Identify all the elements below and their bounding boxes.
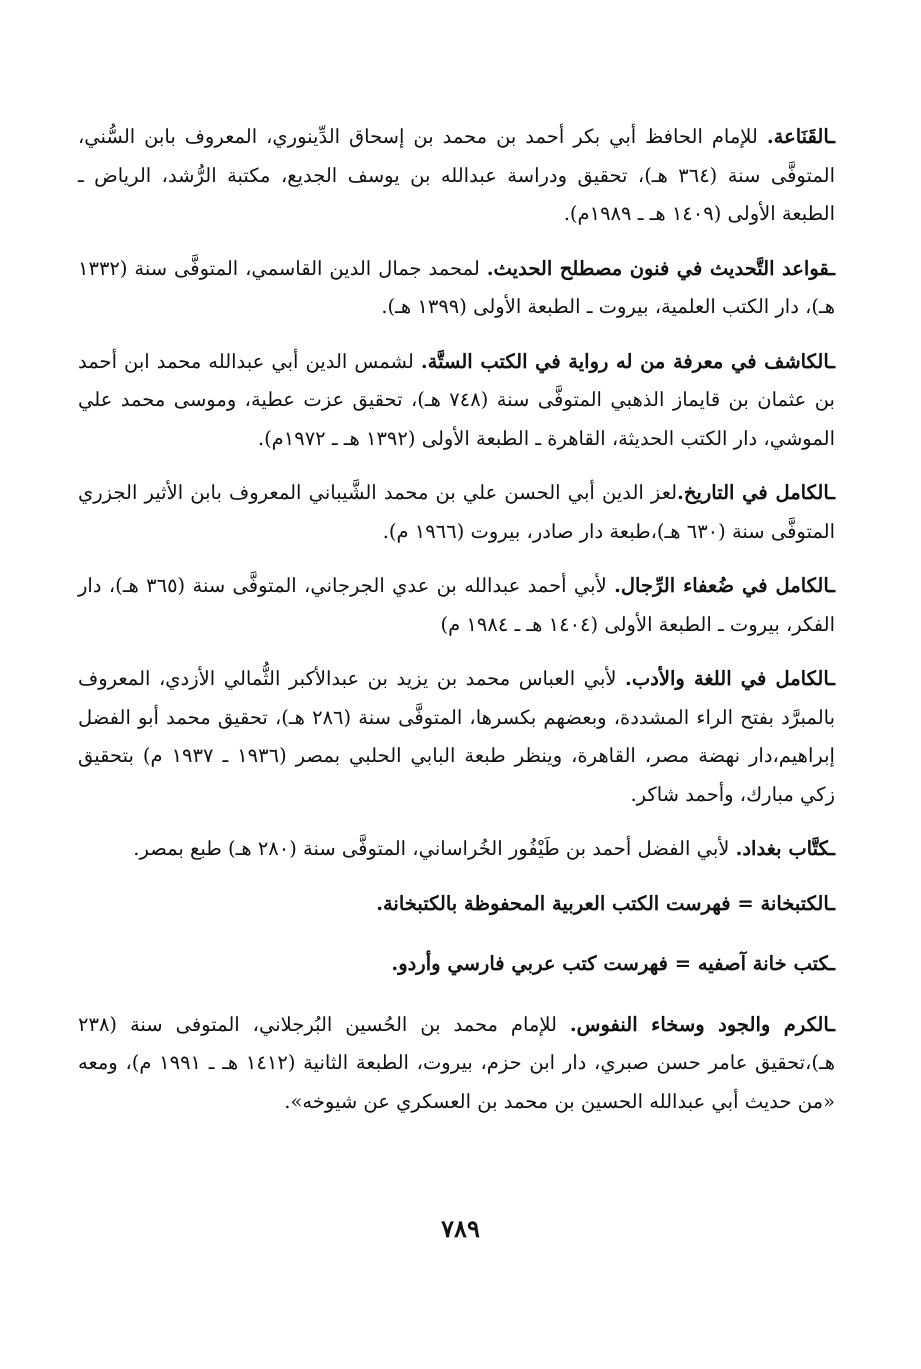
entry-dash: ـ xyxy=(829,952,835,975)
entry-body: للإمام محمد بن الحُسين البُرجلاني، المتوفى سنة (٢٣٨ هـ)،تحقيق عامر حسن صبري، دار ابن حزم، بيروت، الطبعة الثانية (١٤١٢ هـ ـ ١٩٩١ م)، ومعه «من حديث أبي عبدالله الحسين بن محمد بن العسكري عن شيوخه». xyxy=(78,1012,835,1113)
bibliography-entry xyxy=(78,118,835,234)
entry-body: لشمس الدين أبي عبدالله محمد ابن أحمد بن عثمان بن قايماز الذهبي المتوفَّى سنة (٧٤٨ هـ)، تحقيق عزت عطية، وموسى محمد علي الموشي، دار الكتب الحديثة، القاهرة ـ الطبعة الأولى (١٣٩٢ هـ ـ ١٩٧٢م). xyxy=(78,349,835,450)
entry-title: الكتبخانة = فهرست الكتب العربية المحفوظة بالكتبخانة. xyxy=(376,891,830,915)
entry-dash: ـ xyxy=(829,256,835,280)
bibliography-entry xyxy=(78,1006,835,1122)
entry-title: الكامل في التاريخ. xyxy=(677,481,830,504)
entry-title: كتَّاب بغداد. xyxy=(735,837,830,860)
entry-dash: ـ xyxy=(829,349,835,373)
bibliography-list xyxy=(78,118,835,1121)
bibliography-entry xyxy=(78,250,835,327)
entry-dash: ـ xyxy=(829,1012,835,1036)
entry-body: لأبي الفضل أحمد بن طَيْفُور الخُراساني، المتوفَّى سنة (٢٨٠ هـ) طبع بمصر. xyxy=(133,837,736,860)
bibliography-entry xyxy=(78,343,835,459)
entry-title: القَنَاعة. xyxy=(766,125,830,148)
entry-body: للإمام الحافظ أبي بكر أحمد بن محمد بن إسحاق الدِّينوري، المعروف بابن السُّني، المتوفَّى سنة (٣٦٤ هـ)، تحقيق ودراسة عبدالله بن يوسف الجديع، مكتبة الرُّشد، الرياض ـ الطبعة الأولى (١٤٠٩ هـ ـ ١٩٨٩م). xyxy=(78,125,835,225)
bibliography-entry xyxy=(78,660,835,814)
entry-dash: ـ xyxy=(829,125,835,148)
entry-title: الكامل في اللغة والأدب. xyxy=(625,667,830,690)
entry-title: الكرم والجود وسخاء النفوس. xyxy=(569,1012,830,1036)
page-number: ٧٨٩ xyxy=(441,1214,480,1243)
entry-title: قواعد التَّحديث في فنون مصطلح الحديث. xyxy=(486,256,830,280)
entry-body: لعز الدين أبي الحسن علي بن محمد الشَّيباني المعروف بابن الأثير الجزري المتوفَّى سنة (٦٣٠ هـ)،طبعة دار صادر، بيروت (١٩٦٦ م). xyxy=(78,481,835,543)
entry-body: لمحمد جمال الدين القاسمي، المتوفَّى سنة (١٣٣٢ هـ)، دار الكتب العلمية، بيروت ـ الطبعة الأولى (١٣٩٩ هـ). xyxy=(78,256,835,318)
entry-dash: ـ xyxy=(829,891,835,915)
entry-dash: ـ xyxy=(829,574,836,597)
entry-body: لأبي أحمد عبدالله بن عدي الجرجاني، المتوفَّى سنة (٣٦٥ هـ)، دار الفكر، بيروت ـ الطبعة الأولى (١٤٠٤ هـ ـ ١٩٨٤ م) xyxy=(78,574,835,636)
bibliography-entry xyxy=(78,474,835,551)
bibliography-entry xyxy=(78,830,835,869)
entry-title: الكامل في ضُعفاء الرِّجال. xyxy=(614,574,830,597)
entry-dash: ـ xyxy=(829,837,835,860)
entry-title: كتب خانة آصفيه = فهرست كتب عربي فارسي وأردو. xyxy=(391,952,830,975)
entry-title: الكاشف في معرفة من له رواية في الكتب الستَّة. xyxy=(420,349,830,373)
entry-dash: ـ xyxy=(829,481,835,504)
bibliography-entry xyxy=(78,945,835,984)
entry-body: لأبي العباس محمد بن يزيد بن عبدالأكبر الثُّمالي الأزدي، المعروف بالمبرَّد بفتح الراء المشددة، وبعضهم بكسرها، المتوفَّى سنة (٢٨٦ هـ)، تحقيق محمد أبو الفضل إبراهيم،دار نهضة مصر، القاهرة، وينظر طبعة البابي الحلبي بمصر (١٩٣٦ ـ ١٩٣٧ م) بتحقيق زكي مبارك، وأحمد شاكر. xyxy=(78,667,836,806)
entry-dash: ـ xyxy=(829,667,835,690)
bibliography-entry xyxy=(78,885,835,924)
bibliography-entry xyxy=(78,567,835,644)
